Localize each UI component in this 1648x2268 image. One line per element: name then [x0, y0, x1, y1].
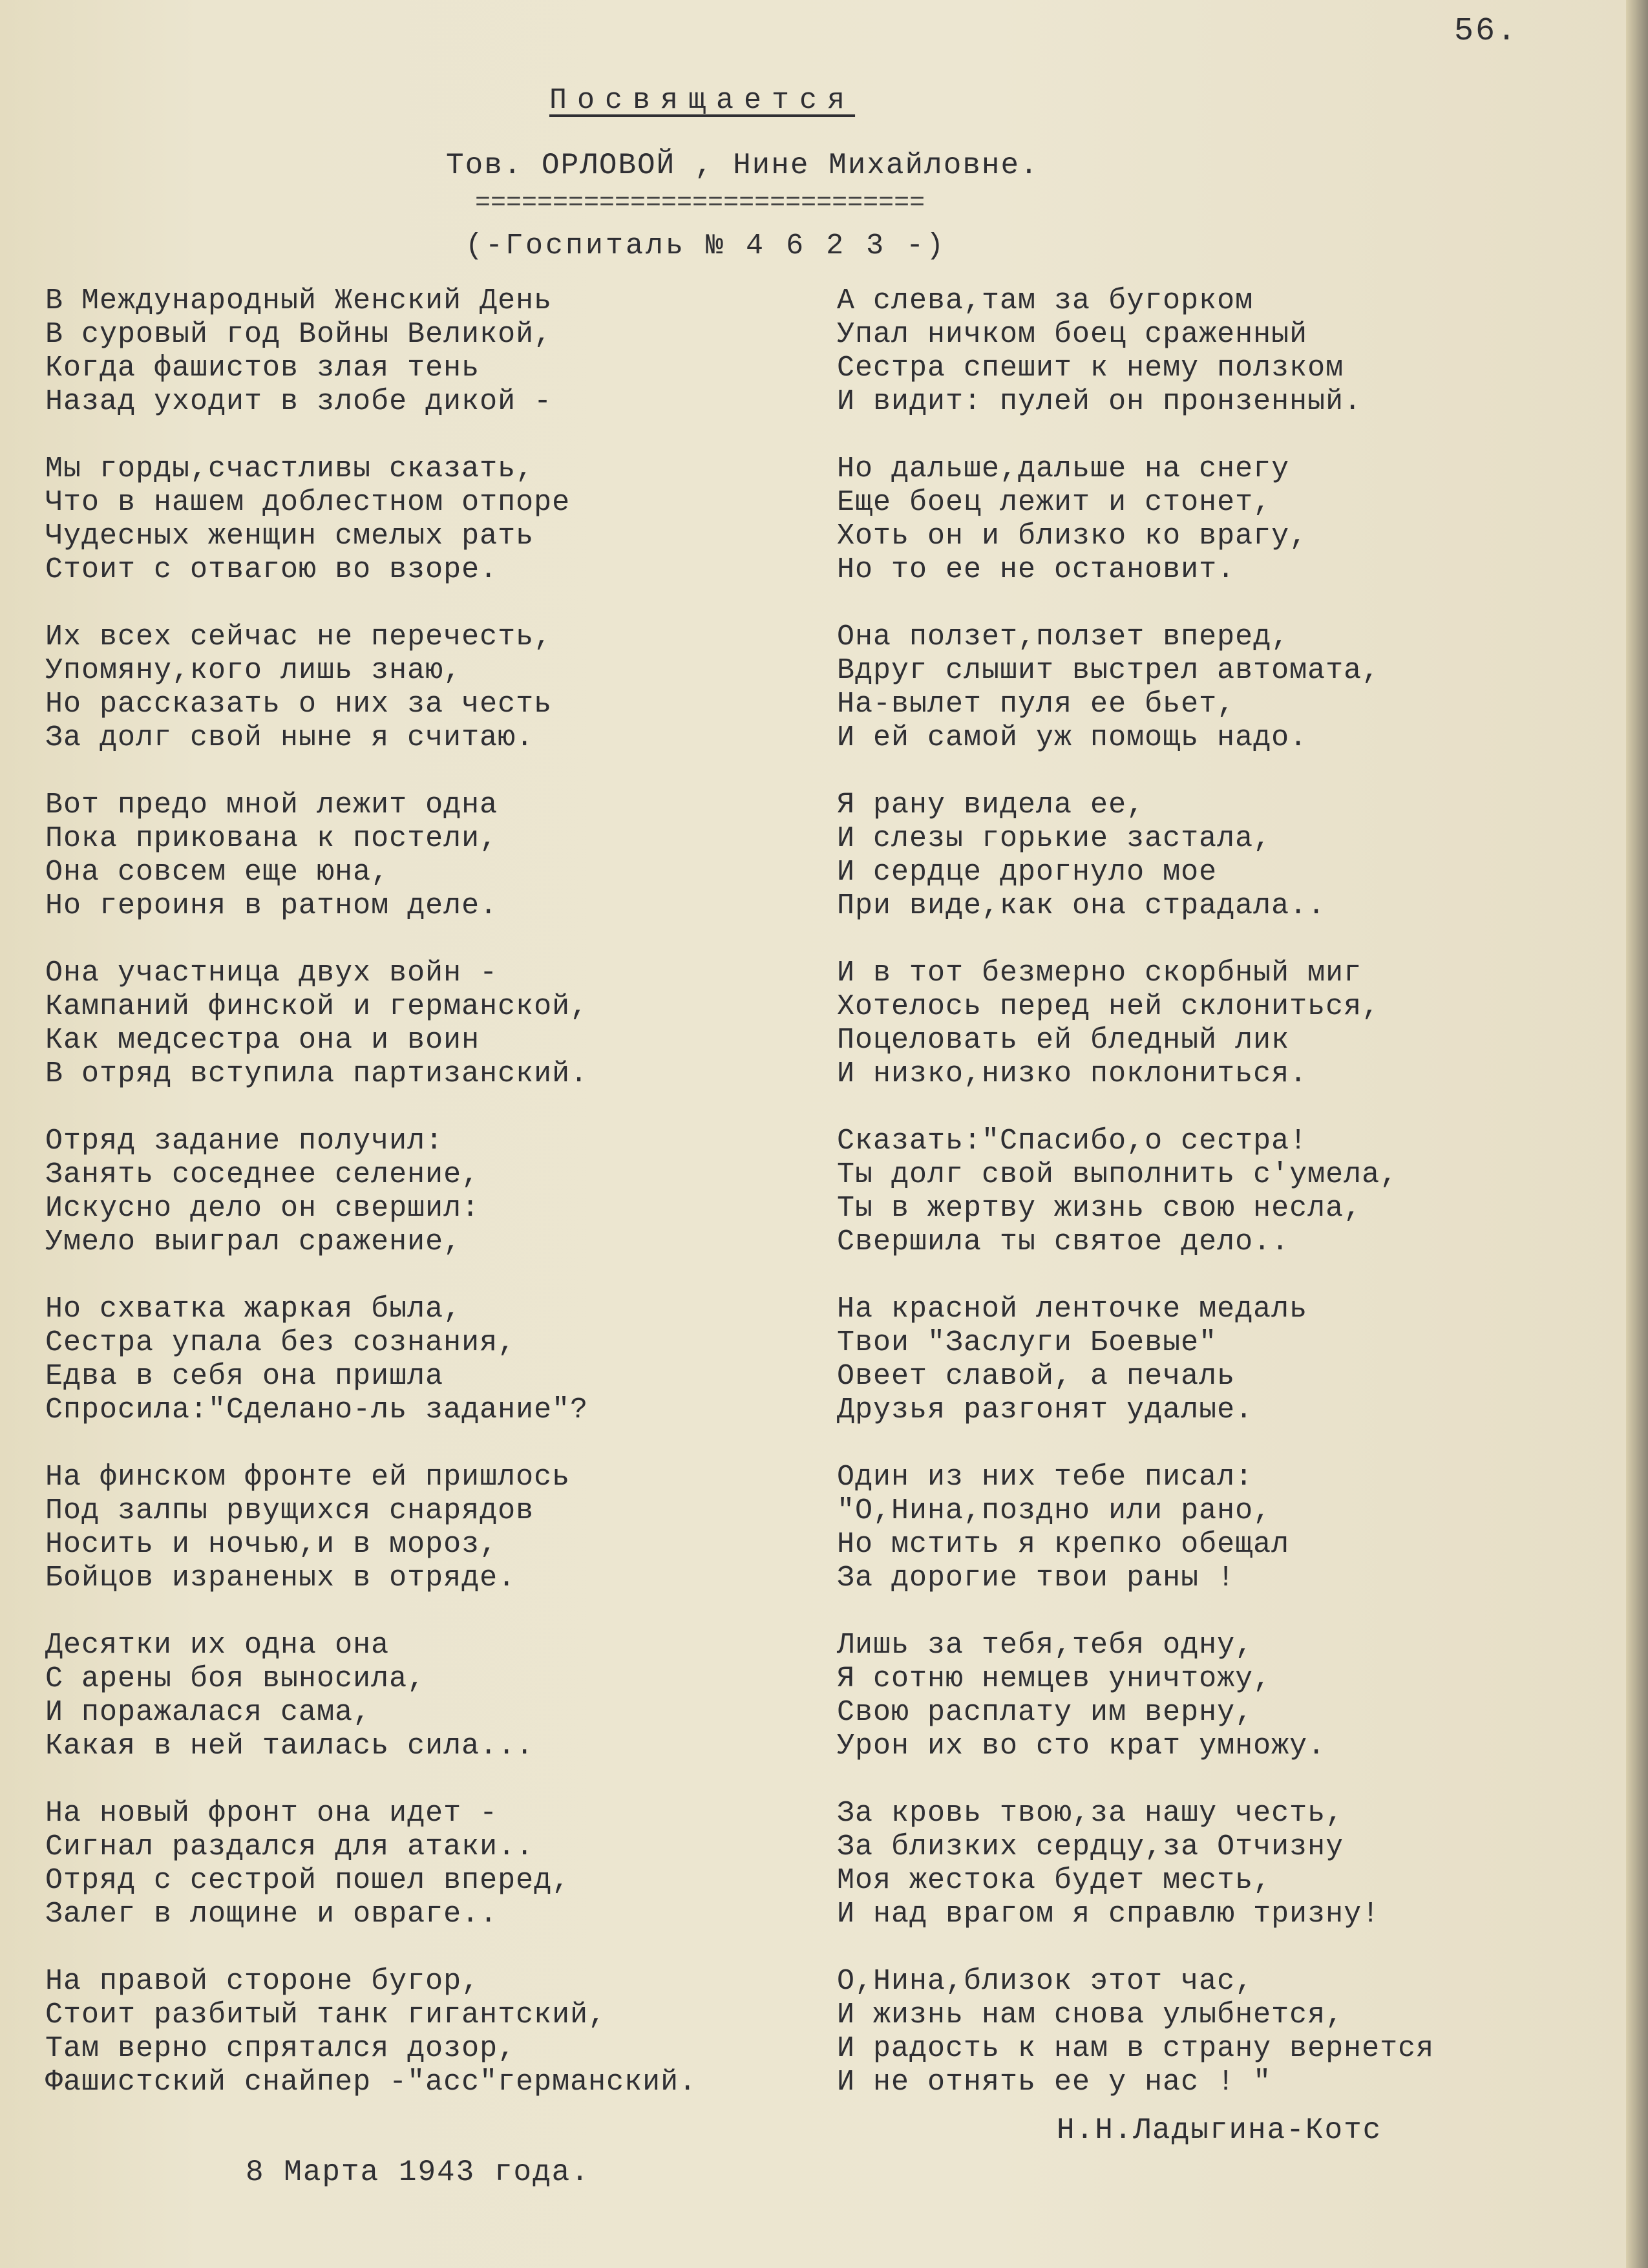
poem-line: Мы горды,счастливы сказать,: [45, 452, 534, 485]
poem-line: Назад уходит в злобе дикой -: [45, 385, 553, 418]
stanza: [837, 1629, 1434, 1763]
poem-line: Свершила ты святое дело..: [837, 1225, 1290, 1258]
poem-line: А слева,там за бугорком: [837, 284, 1254, 317]
poem-line: Но героиня в ратном деле.: [45, 889, 498, 922]
poem-line: Какая в ней таилась сила...: [45, 1730, 534, 1763]
poem-line: Друзья разгонят удалые.: [837, 1394, 1254, 1426]
date-line: 8 Марта 1943 года.: [246, 2156, 590, 2189]
poem-line: И видит: пулей он пронзенный.: [837, 385, 1362, 418]
poem-line: Один из них тебе писал:: [837, 1461, 1254, 1494]
poem-line: Но мстить я крепко обещал: [837, 1528, 1290, 1561]
poem-line: Носить и ночью,и в мороз,: [45, 1528, 498, 1561]
stanza: [45, 1293, 697, 1427]
poem-line: Урон их во сто крат умножу.: [837, 1730, 1326, 1763]
poem-line: И низко,низко поклониться.: [837, 1057, 1308, 1090]
poem-line: На правой стороне бугор,: [45, 1965, 480, 1998]
poem-line: Там верно спрятался дозор,: [45, 2032, 516, 2065]
poem-line: Стоит с отвагою во взоре.: [45, 553, 498, 586]
poem-left-column: [45, 284, 697, 2133]
poem-line: И не отнять ее у нас ! ": [837, 2066, 1272, 2099]
poem-line: И поражалася сама,: [45, 1696, 372, 1729]
poem-line: Еще боец лежит и стонет,: [837, 486, 1272, 519]
poem-line: На финском фронте ей пришлось: [45, 1461, 571, 1494]
poem-line: В отряд вступила партизанский.: [45, 1057, 589, 1090]
poem-line: Я сотню немцев уничтожу,: [837, 1662, 1272, 1695]
poem-line: Под залпы рвущихся снарядов: [45, 1494, 534, 1527]
poem-line: Залег в лощине и овраге..: [45, 1898, 498, 1931]
poem-line: Свою расплату им верну,: [837, 1696, 1254, 1729]
poem-line: Но рассказать о них за честь: [45, 688, 553, 721]
poem-line: И над врагом я справлю тризну!: [837, 1898, 1380, 1931]
poem-line: На новый фронт она идет -: [45, 1797, 498, 1830]
poem-line: Чудесных женщин смелых рать: [45, 520, 534, 553]
poem-line: Она совсем еще юна,: [45, 856, 390, 889]
poem-line: Она ползет,ползет вперед,: [837, 620, 1290, 653]
poem-line: Отряд задание получил:: [45, 1125, 444, 1158]
poem-line: За долг свой ныне я считаю.: [45, 721, 534, 754]
poem-line: "О,Нина,поздно или рано,: [837, 1494, 1272, 1527]
stanza: [837, 284, 1434, 419]
poem-line: Пока прикована к постели,: [45, 822, 498, 855]
dedication-heading: Посвящается: [549, 84, 856, 117]
poem-line: Хоть он и близко ко врагу,: [837, 520, 1308, 553]
poem-line: Но то ее не остановит.: [837, 553, 1236, 586]
stanza: [45, 957, 697, 1091]
page-edge-shadow: [1626, 0, 1648, 2268]
poem-line: Спросила:"Сделано-ль задание"?: [45, 1394, 589, 1426]
poem-line: Твои "Заслуги Боевые": [837, 1326, 1218, 1359]
stanza: [45, 1629, 697, 1763]
stanza: [45, 1965, 697, 2099]
poem-line: Я рану видела ее,: [837, 789, 1145, 821]
stanza: [45, 1125, 697, 1259]
poem-line: И слезы горькие застала,: [837, 822, 1272, 855]
poem-line: И сердце дрогнуло мое: [837, 856, 1218, 889]
poem-right-column: [837, 284, 1434, 2133]
poem-line: Сигнал раздался для атаки..: [45, 1830, 534, 1863]
stanza: [837, 1293, 1434, 1427]
poem-line: Десятки их одна она: [45, 1629, 390, 1662]
stanza: [45, 284, 697, 419]
poem-line: Вдруг слышит выстрел автомата,: [837, 654, 1380, 687]
stanza: [837, 1797, 1434, 1931]
stanza: [837, 1125, 1434, 1259]
poem-line: Моя жестока будет месть,: [837, 1864, 1272, 1897]
poem-line: Кампаний финской и германской,: [45, 990, 589, 1023]
stanza: [45, 620, 697, 755]
stanza: [45, 1797, 697, 1931]
poem-line: И радость к нам в страну вернется: [837, 2032, 1435, 2065]
poem-line: Хотелось перед ней склониться,: [837, 990, 1380, 1023]
poem-line: Стоит разбитый танк гигантский,: [45, 1998, 607, 2031]
poem-line: На красной ленточке медаль: [837, 1293, 1308, 1326]
poem-line: За кровь твою,за нашу честь,: [837, 1797, 1344, 1830]
stanza: [837, 1965, 1434, 2099]
author-signature: Н.Н.Ладыгина-Котс: [1057, 2114, 1382, 2147]
double-rule: =============================: [475, 189, 925, 218]
poem-line: На-вылет пуля ее бьет,: [837, 688, 1236, 721]
poem-line: Едва в себя она пришла: [45, 1360, 444, 1393]
poem-line: Сестра упала без сознания,: [45, 1326, 516, 1359]
stanza: [837, 620, 1434, 755]
poem-line: Упал ничком боец сраженный: [837, 318, 1308, 351]
poem-line: Упомяну,кого лишь знаю,: [45, 654, 462, 687]
page-number: 56.: [1454, 13, 1519, 50]
stanza: [45, 452, 697, 587]
poem-line: Ты долг свой выполнить с'умела,: [837, 1158, 1399, 1191]
stanza: [45, 1461, 697, 1595]
poem-line: Их всех сейчас не перечесть,: [45, 620, 553, 653]
poem-line: Сестра спешит к нему ползком: [837, 352, 1344, 385]
poem-line: Овеет славой, а печаль: [837, 1360, 1236, 1393]
poem-line: Поцеловать ей бледный лик: [837, 1024, 1290, 1057]
hospital-line: (-Госпиталь № 4 6 2 3 -): [465, 229, 947, 262]
poem-line: Она участница двух войн -: [45, 957, 498, 990]
poem-line: Бойцов израненых в отряде.: [45, 1562, 516, 1595]
poem-line: Умело выиграл сражение,: [45, 1225, 462, 1258]
poem-line: Но схватка жаркая была,: [45, 1293, 462, 1326]
poem-line: Как медсестра она и воин: [45, 1024, 480, 1057]
recipient-line: Тов. ОРЛОВОЙ , Нине Михайловне.: [446, 149, 1039, 182]
poem-line: Вот предо мной лежит одна: [45, 789, 498, 821]
poem-line: С арены боя выносила,: [45, 1662, 426, 1695]
poem-line: Но дальше,дальше на снегу: [837, 452, 1290, 485]
stanza: [837, 1461, 1434, 1595]
poem-line: Сказать:"Спасибо,о сестра!: [837, 1125, 1308, 1158]
stanza: [837, 957, 1434, 1091]
poem-line: Что в нашем доблестном отпоре: [45, 486, 571, 519]
stanza: [837, 452, 1434, 587]
poem-line: И в тот безмерно скорбный миг: [837, 957, 1362, 990]
poem-line: За дорогие твои раны !: [837, 1562, 1236, 1595]
poem-line: Лишь за тебя,тебя одну,: [837, 1629, 1254, 1662]
poem-line: И ей самой уж помощь надо.: [837, 721, 1308, 754]
poem-line: За близких сердцу,за Отчизну: [837, 1830, 1344, 1863]
poem-line: Искусно дело он свершил:: [45, 1192, 480, 1225]
poem-line: В суровый год Войны Великой,: [45, 318, 553, 351]
poem-line: И жизнь нам снова улыбнется,: [837, 1998, 1344, 2031]
poem-line: При виде,как она страдала..: [837, 889, 1326, 922]
poem-line: В Международный Женский День: [45, 284, 553, 317]
poem-line: Фашистский снайпер -"асс"германский.: [45, 2066, 697, 2099]
poem-line: Когда фашистов злая тень: [45, 352, 480, 385]
poem-line: Отряд с сестрой пошел вперед,: [45, 1864, 571, 1897]
stanza: [45, 789, 697, 923]
stanza: [837, 789, 1434, 923]
poem-line: Ты в жертву жизнь свою несла,: [837, 1192, 1362, 1225]
poem-line: Занять соседнее селение,: [45, 1158, 480, 1191]
poem-line: О,Нина,близок этот час,: [837, 1965, 1254, 1998]
